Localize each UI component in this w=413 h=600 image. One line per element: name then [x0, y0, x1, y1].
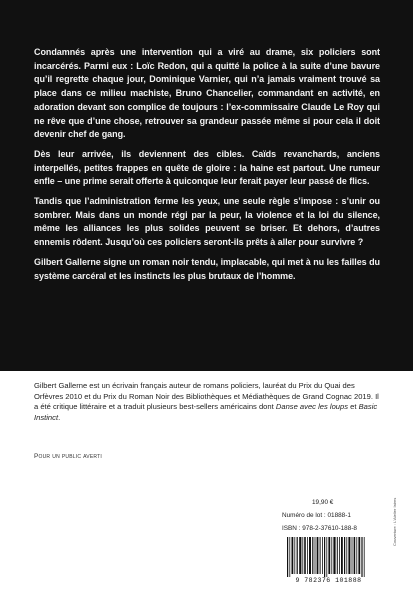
bio-title-1: Danse avec les loups — [275, 402, 349, 412]
barcode — [281, 536, 376, 586]
price-block — [282, 496, 382, 535]
price: 19,90 € — [312, 499, 334, 506]
blurb-paragraph-1: Condamnés après une intervention qui a viré au drame, six policiers sont incarcérés. Parmi eux : Loïc Redon, qui a quitté la police à la suite d’une bavure qu’il regrette chaque jour, Dominique Varnier, qui n’a jamais vraiment trouvé sa place dans ce milieu machiste, Bruno Chancelier, commandant en activité, en adoration devant son complice de toujours : l’ex-commissaire Claude Le Roy qui ne rêve que d’une chose, retrouver sa grandeur passée même si pour cela il doit devenir chef de gang. — [34, 47, 380, 140]
author-bio — [34, 381, 384, 423]
lot-number: Numéro de lot : 01888-1 — [282, 512, 351, 519]
cover-credit: Couverture : L’Atelier Istres — [392, 497, 397, 546]
blurb-paragraph-2: Dès leur arrivée, ils deviennent des cibles. Caïds revanchards, anciens interpellés, petites frappes en quête de gloire : la haine est partout. Une rumeur enfle – une prime serait offerte à quiconque leur ferait payer leur passé de flics. — [34, 148, 380, 187]
isbn: ISBN : 978-2-37610-188-8 — [282, 525, 357, 532]
bio-title-2: Basic Instinct — [34, 402, 378, 422]
blurb-text — [34, 46, 380, 289]
blurb-paragraph-4: Gilbert Gallerne signe un roman noir tendu, implacable, qui met à nu les failles du système carcéral et les instincts les plus brutaux de l’homme. — [34, 256, 380, 281]
bio-end: . — [58, 412, 61, 422]
barcode-bars — [281, 536, 376, 578]
bio-text: Gilbert Gallerne est un écrivain français auteur de romans policiers, lauréat du Prix du Quai des Orfèvres 2010 et du Prix du Roman Noir des Bibliothèques et Médiathèques de Grand Cognac 2019. Il a été critique littéraire et a traduit plusieurs best-sellers américains dont — [34, 381, 379, 412]
bio-connector: et — [348, 402, 359, 412]
blurb-paragraph-3: Tandis que l’administration ferme les yeux, une seule règle s’impose : s’unir ou sombrer. Mais dans un monde régi par la peur, la violence et la loi du silence, même les alliances les plus solides peuvent se briser. Et dehors, d’autres ennemis rôdent. Jusqu’où ces policiers seront-ils prêts à aller pour survivre ? — [34, 196, 380, 248]
barcode-number: 9 782376 101888 — [295, 577, 362, 584]
audience-note: Pour un public averti — [34, 453, 102, 460]
